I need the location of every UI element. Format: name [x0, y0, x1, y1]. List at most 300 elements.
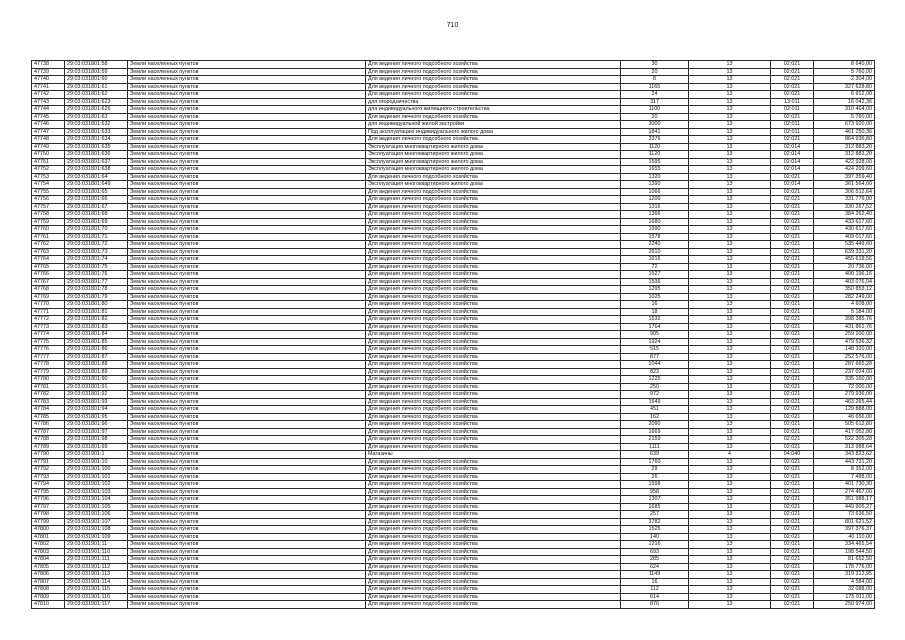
cadastral-number-cell: 29:03:031801:87	[65, 353, 128, 361]
group-cell: 13	[689, 518, 771, 526]
use-code-cell: 02:021	[771, 503, 814, 511]
table-row	[32, 256, 875, 264]
group-cell: 13	[689, 586, 771, 594]
group-cell: 13	[689, 421, 771, 429]
area-cell: 1669	[621, 428, 689, 436]
table-row	[32, 61, 875, 69]
table-row	[32, 331, 875, 339]
use-code-cell: 02:021	[771, 316, 814, 324]
cadastral-value-cell: 279 936,00	[814, 391, 875, 399]
permitted-use-cell: Для ведения личного подсобного хозяйства	[366, 233, 621, 241]
permitted-use-cell: Для ведения личного подсобного хозяйства	[366, 301, 621, 309]
area-cell: 1655	[621, 166, 689, 174]
cadastral-number-cell: 29:03:031901:113	[65, 571, 128, 579]
record-number-cell: 47790	[32, 451, 65, 459]
cadastral-value-cell: 32 088,00	[814, 586, 875, 594]
cadastral-number-cell: 29:03:031801:74	[65, 256, 128, 264]
cadastral-number-cell: 29:03:031801:626	[65, 106, 128, 114]
permitted-use-cell: Эксплуатация многоквартирного жилого дома	[366, 166, 621, 174]
cadastral-value-cell: 801 621,52	[814, 518, 875, 526]
permitted-use-cell: Для ведения личного подсобного хозяйства	[366, 586, 621, 594]
group-cell: 13	[689, 541, 771, 549]
cadastral-value-cell: 433 617,60	[814, 218, 875, 226]
permitted-use-cell: Эксплуатация многоквартирного жилого дома	[366, 143, 621, 151]
record-number-cell: 47750	[32, 151, 65, 159]
cadastral-value-cell: 430 617,60	[814, 226, 875, 234]
cadastral-value-cell: 422 928,00	[814, 158, 875, 166]
cadastral-value-cell: 334 465,54	[814, 541, 875, 549]
cadastral-number-cell: 29:03:031801:623	[65, 98, 128, 106]
record-number-cell: 47810	[32, 601, 65, 609]
area-cell: 2240	[621, 241, 689, 249]
group-cell: 13	[689, 571, 771, 579]
land-category-cell: Земли населенных пунктов	[128, 278, 366, 286]
permitted-use-cell: Для ведения личного подсобного хозяйства	[366, 278, 621, 286]
cadastral-value-cell: 400 196,16	[814, 271, 875, 279]
group-cell: 13	[689, 233, 771, 241]
group-cell: 13	[689, 481, 771, 489]
table-row	[32, 248, 875, 256]
cadastral-number-cell: 29:03:031801:59	[65, 68, 128, 76]
cadastral-number-cell: 29:03:031801:90	[65, 376, 128, 384]
group-cell: 13	[689, 443, 771, 451]
table-row	[32, 556, 875, 564]
record-number-cell: 47797	[32, 503, 65, 511]
use-code-cell: 02:014	[771, 181, 814, 189]
cadastral-number-cell: 29:03:031801:79	[65, 293, 128, 301]
use-code-cell: 02:021	[771, 541, 814, 549]
use-code-cell: 02:011	[771, 106, 814, 114]
group-cell: 13	[689, 346, 771, 354]
cadastral-number-cell: 29:03:031801:75	[65, 263, 128, 271]
group-cell: 13	[689, 488, 771, 496]
use-code-cell: 02:021	[771, 391, 814, 399]
table-row	[32, 226, 875, 234]
land-category-cell: Земли населенных пунктов	[128, 256, 366, 264]
permitted-use-cell: Для ведения личного подсобного хозяйства	[366, 458, 621, 466]
area-cell: 877	[621, 353, 689, 361]
group-cell: 13	[689, 413, 771, 421]
record-number-cell: 47801	[32, 533, 65, 541]
group-cell: 13	[689, 308, 771, 316]
group-cell: 13	[689, 151, 771, 159]
cadastral-number-cell: 29:03:031801:91	[65, 383, 128, 391]
record-number-cell: 47809	[32, 593, 65, 601]
use-code-cell: 02:021	[771, 368, 814, 376]
record-number-cell: 47771	[32, 308, 65, 316]
cadastral-value-cell: 81 652,50	[814, 556, 875, 564]
land-category-cell: Земли населенных пунктов	[128, 353, 366, 361]
group-cell: 13	[689, 391, 771, 399]
land-category-cell: Земли населенных пунктов	[128, 211, 366, 219]
group-cell: 13	[689, 548, 771, 556]
table-row	[32, 398, 875, 406]
table-row	[32, 128, 875, 136]
cadastral-number-cell: 29:03:031801:71	[65, 233, 128, 241]
group-cell: 13	[689, 496, 771, 504]
group-cell: 13	[689, 511, 771, 519]
use-code-cell: 02:021	[771, 556, 814, 564]
use-code-cell: 02:021	[771, 196, 814, 204]
cadastral-number-cell: 29:03:031801:88	[65, 361, 128, 369]
cadastral-number-cell: 29:03:031901:117	[65, 601, 128, 609]
land-category-cell: Земли населенных пунктов	[128, 503, 366, 511]
use-code-cell: 02:021	[771, 398, 814, 406]
group-cell: 13	[689, 533, 771, 541]
table-row	[32, 496, 875, 504]
group-cell: 13	[689, 143, 771, 151]
table-row	[32, 263, 875, 271]
land-category-cell: Земли населенных пунктов	[128, 158, 366, 166]
table-row	[32, 481, 875, 489]
cadastral-number-cell: 29:03:031901:107	[65, 518, 128, 526]
area-cell: 1649	[621, 398, 689, 406]
group-cell: 13	[689, 466, 771, 474]
permitted-use-cell: Для ведения личного подсобного хозяйства	[366, 443, 621, 451]
permitted-use-cell: Для ведения личного подсобного хозяйства	[366, 601, 621, 609]
table-row	[32, 391, 875, 399]
record-number-cell: 47775	[32, 338, 65, 346]
record-number-cell: 47759	[32, 218, 65, 226]
area-cell: 285	[621, 556, 689, 564]
group-cell: 13	[689, 473, 771, 481]
cadastral-value-cell: 310 464,00	[814, 106, 875, 114]
table-row	[32, 113, 875, 121]
land-category-cell: Земли населенных пунктов	[128, 563, 366, 571]
permitted-use-cell: Для ведения личного подсобного хозяйства	[366, 226, 621, 234]
permitted-use-cell: Для ведения личного подсобного хозяйства	[366, 323, 621, 331]
use-code-cell: 02:021	[771, 278, 814, 286]
cadastral-number-cell: 29:03:031801:98	[65, 436, 128, 444]
area-cell: 1165	[621, 83, 689, 91]
cadastral-number-cell: 29:03:031801:633	[65, 128, 128, 136]
cadastral-number-cell: 29:03:031801:69	[65, 218, 128, 226]
record-number-cell: 47753	[32, 173, 65, 181]
permitted-use-cell: Для ведения личного подсобного хозяйства	[366, 91, 621, 99]
use-code-cell: 02:021	[771, 496, 814, 504]
permitted-use-cell: Для ведения личного подсобного хозяйства	[366, 368, 621, 376]
use-code-cell: 02:021	[771, 226, 814, 234]
table-row	[32, 428, 875, 436]
group-cell: 13	[689, 526, 771, 534]
permitted-use-cell: Для ведения личного подсобного хозяйства	[366, 353, 621, 361]
cadastral-number-cell: 29:03:031901:1	[65, 451, 128, 459]
area-cell: 1120	[621, 143, 689, 151]
land-category-cell: Земли населенных пунктов	[128, 136, 366, 144]
use-code-cell: 02:021	[771, 211, 814, 219]
record-number-cell: 47768	[32, 286, 65, 294]
use-code-cell: 02:021	[771, 241, 814, 249]
area-cell: 1225	[621, 376, 689, 384]
use-code-cell: 02:021	[771, 286, 814, 294]
group-cell: 4	[689, 451, 771, 459]
permitted-use-cell: Эксплуатация многоквартирного жилого дома	[366, 181, 621, 189]
area-cell: 1525	[621, 526, 689, 534]
use-code-cell: 02:021	[771, 263, 814, 271]
cadastral-value-cell: 16 042,36	[814, 98, 875, 106]
group-cell: 13	[689, 106, 771, 114]
permitted-use-cell: для индивидуального жилищного строительства	[366, 106, 621, 114]
table-row	[32, 68, 875, 76]
permitted-use-cell: Для ведения личного подсобного хозяйства	[366, 271, 621, 279]
land-category-cell: Земли населенных пунктов	[128, 466, 366, 474]
land-category-cell: Земли населенных пунктов	[128, 451, 366, 459]
use-code-cell: 04:040	[771, 451, 814, 459]
record-number-cell: 47774	[32, 331, 65, 339]
cadastral-number-cell: 29:03:031801:93	[65, 398, 128, 406]
area-cell: 1025	[621, 293, 689, 301]
table-row	[32, 241, 875, 249]
cadastral-value-cell: 6 912,00	[814, 91, 875, 99]
permitted-use-cell: Для ведения личного подсобного хозяйства	[366, 571, 621, 579]
record-number-cell: 47803	[32, 548, 65, 556]
cadastral-number-cell: 29:03:031901:104	[65, 496, 128, 504]
area-cell: 1924	[621, 338, 689, 346]
cadastral-value-cell: 327 628,80	[814, 83, 875, 91]
record-number-cell: 47785	[32, 413, 65, 421]
group-cell: 13	[689, 578, 771, 586]
permitted-use-cell: Для ведения личного подсобного хозяйства	[366, 526, 621, 534]
area-cell: 905	[621, 331, 689, 339]
area-cell: 1590	[621, 226, 689, 234]
group-cell: 13	[689, 61, 771, 69]
record-number-cell: 47742	[32, 91, 65, 99]
land-category-cell: Земли населенных пунктов	[128, 428, 366, 436]
use-code-cell: 02:021	[771, 248, 814, 256]
table-row	[32, 533, 875, 541]
cadastral-number-cell: 29:03:031901:111	[65, 556, 128, 564]
table-row	[32, 98, 875, 106]
record-number-cell: 47739	[32, 68, 65, 76]
land-category-cell: Земли населенных пунктов	[128, 218, 366, 226]
table-row	[32, 151, 875, 159]
permitted-use-cell: для огородничества	[366, 98, 621, 106]
cadastral-value-cell: 455 618,56	[814, 256, 875, 264]
cadastral-number-cell: 29:03:031801:62	[65, 91, 128, 99]
record-number-cell: 47789	[32, 443, 65, 451]
group-cell: 13	[689, 323, 771, 331]
area-cell: 317	[621, 98, 689, 106]
land-category-cell: Земли населенных пунктов	[128, 413, 366, 421]
area-cell: 451	[621, 406, 689, 414]
group-cell: 13	[689, 218, 771, 226]
table-row	[32, 571, 875, 579]
table-row	[32, 548, 875, 556]
permitted-use-cell: Для ведения личного подсобного хозяйства	[366, 188, 621, 196]
cadastral-number-cell: 29:03:031801:97	[65, 428, 128, 436]
table-row	[32, 593, 875, 601]
group-cell: 13	[689, 286, 771, 294]
record-number-cell: 47794	[32, 481, 65, 489]
record-number-cell: 47744	[32, 106, 65, 114]
group-cell: 13	[689, 353, 771, 361]
cadastral-number-cell: 29:03:031901:109	[65, 533, 128, 541]
permitted-use-cell: Для ведения личного подсобного хозяйства	[366, 421, 621, 429]
use-code-cell: 02:021	[771, 83, 814, 91]
record-number-cell: 47779	[32, 368, 65, 376]
cadastral-value-cell: 463 265,44	[814, 398, 875, 406]
cadastral-value-cell: 331 776,00	[814, 196, 875, 204]
land-category-cell: Земли населенных пунктов	[128, 346, 366, 354]
cadastral-value-cell: 431 861,76	[814, 323, 875, 331]
use-code-cell: 02:021	[771, 361, 814, 369]
record-number-cell: 47780	[32, 376, 65, 384]
permitted-use-cell: Для ведения личного подсобного хозяйства	[366, 383, 621, 391]
land-category-cell: Земли населенных пунктов	[128, 233, 366, 241]
record-number-cell: 47776	[32, 346, 65, 354]
cadastral-value-cell: 398 385,76	[814, 316, 875, 324]
land-category-cell: Земли населенных пунктов	[128, 196, 366, 204]
area-cell: 1295	[621, 286, 689, 294]
permitted-use-cell: Для ведения личного подсобного хозяйства	[366, 218, 621, 226]
area-cell: 29	[621, 466, 689, 474]
area-cell: 1616	[621, 256, 689, 264]
cadastral-number-cell: 29:03:031801:84	[65, 331, 128, 339]
area-cell: 16	[621, 301, 689, 309]
cadastral-value-cell: 4 584,00	[814, 578, 875, 586]
group-cell: 13	[689, 203, 771, 211]
record-number-cell: 47786	[32, 421, 65, 429]
permitted-use-cell: Для ведения личного подсобного хозяйства	[366, 413, 621, 421]
group-cell: 13	[689, 158, 771, 166]
permitted-use-cell: Для ведения личного подсобного хозяйства	[366, 173, 621, 181]
cadastral-value-cell: 403 076,04	[814, 278, 875, 286]
cadastral-number-cell: 29:03:031801:82	[65, 316, 128, 324]
group-cell: 13	[689, 166, 771, 174]
land-category-cell: Земли населенных пунктов	[128, 83, 366, 91]
group-cell: 13	[689, 76, 771, 84]
record-number-cell: 47804	[32, 556, 65, 564]
use-code-cell: 13:011	[771, 98, 814, 106]
record-number-cell: 47791	[32, 458, 65, 466]
record-number-cell: 47793	[32, 473, 65, 481]
group-cell: 13	[689, 91, 771, 99]
table-row	[32, 218, 875, 226]
cadastral-number-cell: 29:03:031901:112	[65, 563, 128, 571]
use-code-cell: 02:021	[771, 443, 814, 451]
use-code-cell: 02:014	[771, 151, 814, 159]
area-cell: 639	[621, 451, 689, 459]
cadastral-number-cell: 29:03:031801:89	[65, 368, 128, 376]
group-cell: 13	[689, 601, 771, 609]
use-code-cell: 02:021	[771, 563, 814, 571]
record-number-cell: 47773	[32, 323, 65, 331]
land-category-cell: Земли населенных пунктов	[128, 556, 366, 564]
cadastral-value-cell: 417 052,80	[814, 428, 875, 436]
record-number-cell: 47800	[32, 526, 65, 534]
area-cell: 1307	[621, 496, 689, 504]
permitted-use-cell: Для ведения личного подсобного хозяйства	[366, 406, 621, 414]
land-category-cell: Земли населенных пунктов	[128, 308, 366, 316]
permitted-use-cell: Для ведения личного подсобного хозяйства	[366, 203, 621, 211]
permitted-use-cell: Для ведения личного подсобного хозяйства	[366, 241, 621, 249]
permitted-use-cell: Для ведения личного подсобного хозяйства	[366, 398, 621, 406]
table-row	[32, 233, 875, 241]
table-body	[32, 61, 875, 609]
group-cell: 13	[689, 398, 771, 406]
area-cell: 876	[621, 601, 689, 609]
cadastral-number-cell: 29:03:031801:85	[65, 338, 128, 346]
land-category-cell: Земли населенных пунктов	[128, 181, 366, 189]
group-cell: 13	[689, 181, 771, 189]
group-cell: 13	[689, 263, 771, 271]
table-row	[32, 271, 875, 279]
cadastral-number-cell: 29:03:031801:77	[65, 278, 128, 286]
land-category-cell: Земли населенных пунктов	[128, 188, 366, 196]
use-code-cell: 02:021	[771, 136, 814, 144]
group-cell: 13	[689, 406, 771, 414]
use-code-cell: 02:021	[771, 218, 814, 226]
cadastral-number-cell: 29:03:031801:649	[65, 181, 128, 189]
cadastral-value-cell: 479 536,32	[814, 338, 875, 346]
cadastral-number-cell: 29:03:031901:103	[65, 488, 128, 496]
use-code-cell: 02:021	[771, 293, 814, 301]
cadastral-number-cell: 29:03:031901:10	[65, 458, 128, 466]
table-row	[32, 338, 875, 346]
record-number-cell: 47747	[32, 128, 65, 136]
permitted-use-cell: Для ведения личного подсобного хозяйства	[366, 428, 621, 436]
permitted-use-cell: Для ведения личного подсобного хозяйства	[366, 376, 621, 384]
group-cell: 13	[689, 188, 771, 196]
record-number-cell: 47758	[32, 211, 65, 219]
record-number-cell: 47746	[32, 121, 65, 129]
cadastral-value-cell: 351 988,17	[814, 496, 875, 504]
land-category-cell: Земли населенных пунктов	[128, 241, 366, 249]
cadastral-number-cell: 29:03:031801:78	[65, 286, 128, 294]
land-category-cell: Земли населенных пунктов	[128, 323, 366, 331]
area-cell: 1366	[621, 211, 689, 219]
land-category-cell: Земли населенных пунктов	[128, 511, 366, 519]
land-category-cell: Земли населенных пунктов	[128, 496, 366, 504]
permitted-use-cell: Для ведения личного подсобного хозяйства	[366, 136, 621, 144]
area-cell: 140	[621, 533, 689, 541]
cadastral-value-cell: 313 988,64	[814, 443, 875, 451]
record-number-cell: 47784	[32, 406, 65, 414]
table-row	[32, 421, 875, 429]
cadastral-number-cell: 29:03:031901:114	[65, 578, 128, 586]
record-number-cell: 47760	[32, 226, 65, 234]
land-category-cell: Земли населенных пунктов	[128, 526, 366, 534]
permitted-use-cell: Для ведения личного подсобного хозяйства	[366, 83, 621, 91]
cadastral-number-cell: 29:03:031801:64	[65, 173, 128, 181]
group-cell: 13	[689, 98, 771, 106]
table-row	[32, 188, 875, 196]
record-number-cell: 47805	[32, 563, 65, 571]
cadastral-number-cell: 29:03:031801:60	[65, 76, 128, 84]
cadastral-number-cell: 29:03:031801:80	[65, 301, 128, 309]
record-number-cell: 47761	[32, 233, 65, 241]
cadastral-number-cell: 29:03:031801:635	[65, 143, 128, 151]
record-number-cell: 47806	[32, 571, 65, 579]
cadastral-value-cell: 129 888,00	[814, 406, 875, 414]
land-category-cell: Земли населенных пунктов	[128, 166, 366, 174]
area-cell: 24	[621, 91, 689, 99]
group-cell: 13	[689, 83, 771, 91]
cadastral-number-cell: 29:03:031801:81	[65, 308, 128, 316]
use-code-cell: 02:021	[771, 466, 814, 474]
cadastral-value-cell: 350 853,12	[814, 286, 875, 294]
record-number-cell: 47795	[32, 488, 65, 496]
cadastral-value-cell: 198 544,50	[814, 548, 875, 556]
cadastral-value-cell: 178 776,00	[814, 563, 875, 571]
use-code-cell: 02:011	[771, 121, 814, 129]
area-cell: 1390	[621, 181, 689, 189]
use-code-cell: 02:014	[771, 158, 814, 166]
cadastral-number-cell: 29:03:031901:101	[65, 473, 128, 481]
table-row	[32, 106, 875, 114]
record-number-cell: 47767	[32, 278, 65, 286]
permitted-use-cell: Для ведения личного подсобного хозяйства	[366, 76, 621, 84]
